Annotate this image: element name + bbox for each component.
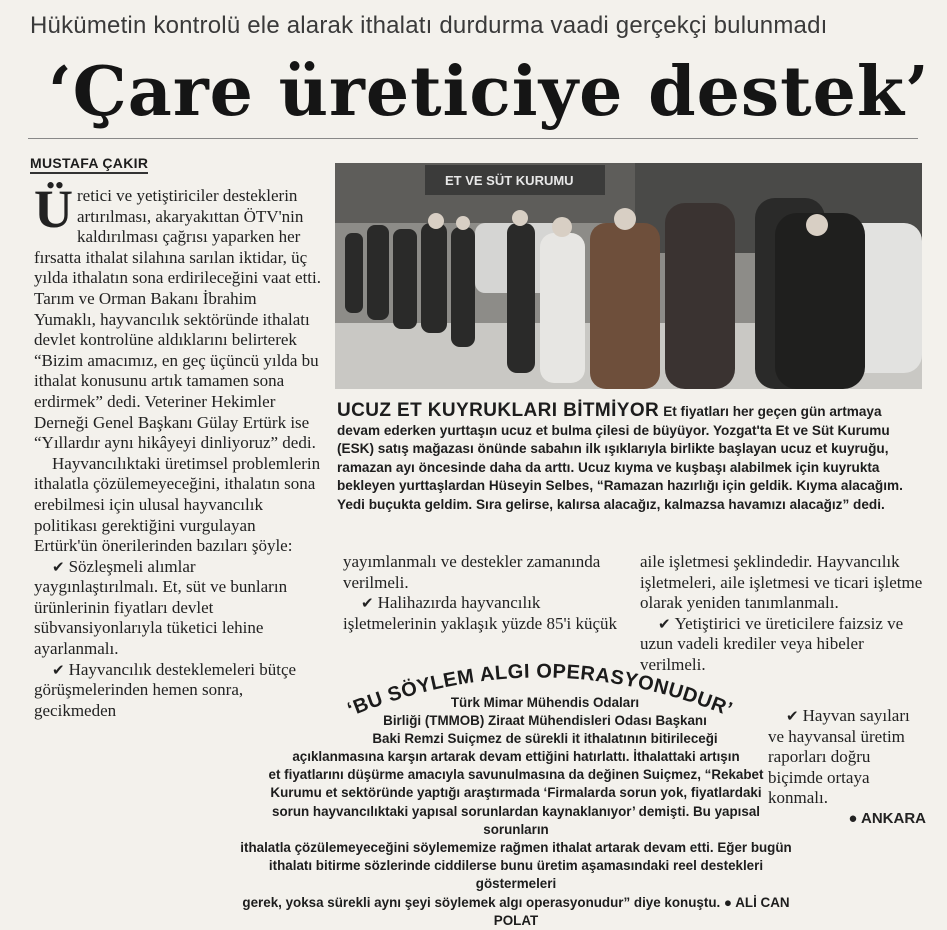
store-sign: ET VE SÜT KURUMU <box>445 173 574 188</box>
paragraph-1-text: retici ve yetiştiriciler desteklerin artırılması, akaryakıttan ÖTV'nin kaldırılması çağrısı yaparken her fırsatta ithalat silahına sarılan iktidar, üç yılda ithalatın sona erdirileceğini vaat etti. Tarım ve Orman Bakanı İbrahim Yumaklı, hayvancılık sektöründe ithalatı devlet kontrolüne aldıklarını belirterek “Bizim amacımız, en geç üçüncü yılda bu ithalat konusunu artık tamamen sona erdirmek” dedi. Veteriner Hekimler Derneği Genel Başkanı Gülay Ertürk ise “Yıllardır aynı hikâyeyi dinliyoruz” dedi. <box>34 186 322 453</box>
box-text-wide <box>240 748 792 930</box>
queue-photo-illustration <box>335 163 922 389</box>
caption-text: Et fiyatları her geçen gün artmaya devam ederken yurttaşın ucuz et bulma çilesi de büyüyor. Yozgat'ta Et ve Süt Kurumu (ESK) satış mağazası önünde sabahın ilk ışıklarıyla birlikte başlayan ucuz et kuyruğu, ramazan ayı öncesinde daha da arttı. Ucuz kıyma ve kuşbaşı alabilmek için kuyrukta bekleyen yurttaşlardan Hüseyin Selbes, “Ramazan hazırlığı için geldik. Kıyma alacağım. Yedi buçukta geldim. Sıra gelirse, kalırsa alacağız, kalmazsa havamızı alacağız” dedi. <box>337 404 903 512</box>
checkmark-icon: ✔ <box>361 594 374 613</box>
box-line: Kurumu et sektöründe yaptığı araştırmada ‘Firmalarda sorun yok, fiyatlardaki <box>270 785 762 801</box>
col3-paragraph-3-text: Hayvan sayıları ve hayvansal üretim raporları doğru biçimde ortaya konmalı. <box>768 706 910 808</box>
checkmark-icon: ✔ <box>52 660 65 679</box>
caption-title: UCUZ ET KUYRUKLARI BİTMİYOR <box>337 400 660 421</box>
col2-paragraph-2-text: Halihazırda hayvancılık işletmelerinin yaklaşık yüzde 85'i küçük <box>343 593 618 633</box>
box-line: Türk Mimar Mühendis Odaları <box>450 695 640 710</box>
drop-cap: Ü <box>34 179 73 239</box>
box-line: ithalatla çözülemeyeceğini söylememize rağmen ithalat artarak devam etti. Eğer bugün <box>240 840 792 856</box>
box-line: et fiyatlarını düşürme amacıyla savunulmasına da değinen Suiçmez, “Rekabet <box>268 767 764 783</box>
kicker: Hükümetin kontrolü ele alarak ithalatı durdurma vaadi gerçekçi bulunmadı <box>30 12 828 39</box>
box-title: ‘BU SÖYLEM ALGI OPERASYONUDUR’ <box>344 660 736 722</box>
paragraph-2: Hayvancılıktaki üretimsel problemlerin ithalatla çözülemeyeceğini, ithalatın sona erebilmesi için ulusal hayvancılık politikası gerektiğini vurgulayan Ertürk'ün önerilerinden bazıları şöyle: <box>34 453 321 556</box>
queue-photo <box>335 163 922 389</box>
paragraph-3-text: Sözleşmeli alımlar yaygınlaştırılmalı. Et, süt ve bunların ürünlerinin fiyatları devlet sübvansiyonlarıyla tüketici lehine ayarlanmalı. <box>34 556 288 659</box>
article-column-1 <box>34 179 322 721</box>
headline: ‘Çare üreticiye destek’ <box>48 52 930 132</box>
col2-paragraph-2 <box>343 593 628 634</box>
col3-paragraph-2-text: Yetiştirici ve üreticilere faizsiz ve uzun vadeli krediler veya hibeler verilmeli. <box>640 613 904 674</box>
paragraph-1 <box>34 179 322 454</box>
box-text <box>300 694 790 749</box>
checkmark-icon: ✔ <box>786 707 799 725</box>
divider <box>28 138 918 139</box>
paragraph-3 <box>34 557 322 660</box>
box-line: Birliği (TMMOB) Ziraat Mühendisleri Odası Başkanı <box>383 713 707 729</box>
checkmark-icon: ✔ <box>658 614 671 633</box>
box-line: ithalatı bitirme sözlerinde ciddilerse bunu üretim aşamasındaki reel destekleri göstermeleri <box>268 858 764 892</box>
photo-caption <box>337 402 921 515</box>
box-line: sorun hayvancılıktaki yapısal sorunlardan kaynaklanıyor’ demişti. Bu yapısal sorunların <box>272 803 760 837</box>
article-column-2 <box>343 552 628 634</box>
box-line: gerek, yoksa sürekli aynı şeyi söylemek algı operasyonudur” diye konuştu. ● ALİ CAN POLAT <box>242 894 790 928</box>
col2-paragraph-1: yayımlanmalı ve destekler zamanında verilmeli. <box>343 552 601 592</box>
byline: MUSTAFA ÇAKIR <box>30 155 148 174</box>
dateline: ● ANKARA <box>848 809 926 827</box>
col3-paragraph-1: aile işletmesi şeklindedir. Hayvancılık işletmeleri, aile işletmesi ve ticari işletme olarak yeniden tanımlanmalı. <box>640 552 923 613</box>
checkmark-icon: ✔ <box>52 557 65 576</box>
paragraph-4 <box>34 660 322 722</box>
box-line: Baki Remzi Suiçmez de sürekli it ithalatının bitirileceği <box>372 731 718 747</box>
paragraph-4-text: Hayvancılık desteklemeleri bütçe görüşmelerinden hemen sonra, gecikmeden <box>34 659 297 720</box>
box-line: açıklanmasına karşın artarak devam ettiğini hatırlattı. İthalattaki artışın <box>292 749 740 764</box>
